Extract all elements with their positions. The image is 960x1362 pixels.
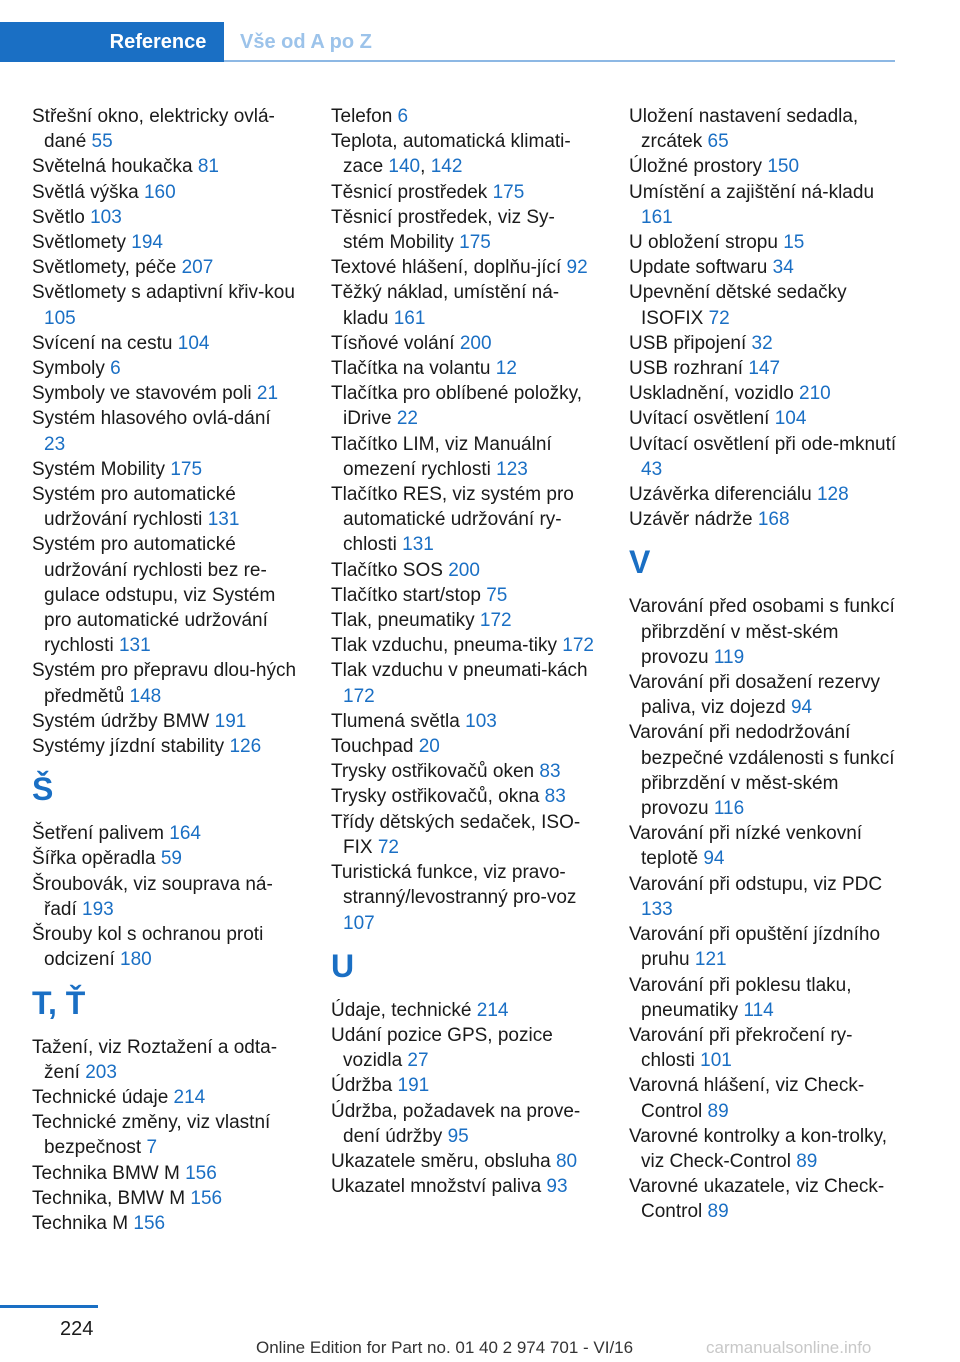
index-entry — [629, 1073, 897, 1123]
index-entry-term: Symboly ve stavovém poli — [32, 383, 257, 405]
page-reference-link[interactable]: 81 — [197, 156, 219, 178]
page-reference-link[interactable]: 150 — [767, 156, 800, 178]
index-entry — [629, 356, 897, 381]
index-entry — [32, 154, 297, 179]
index-entry-term: Světlá výška — [32, 181, 144, 203]
page-reference-link[interactable]: 23 — [44, 433, 66, 455]
page-reference-link[interactable]: 27 — [407, 1050, 429, 1072]
footer-accent-rule — [0, 1305, 98, 1308]
index-entry-term: U obložení stropu — [629, 232, 784, 254]
index-entry — [629, 720, 897, 821]
index-entry — [331, 583, 596, 608]
index-column-1 — [32, 104, 297, 1236]
index-entry-term: Telefon — [331, 106, 398, 127]
index-entry — [331, 633, 596, 658]
index-entry-term: Systémy jízdní stability — [32, 736, 230, 758]
index-entry-term: Šetření palivem — [32, 823, 170, 845]
page-reference-link[interactable]: 104 — [177, 332, 210, 354]
page-reference-link[interactable]: 200 — [448, 559, 480, 581]
page-reference-link[interactable]: 94 — [790, 697, 813, 719]
index-entry — [331, 482, 596, 558]
index-entry-term: Touchpad — [331, 736, 419, 758]
index-entry — [32, 356, 297, 381]
page-reference-link[interactable]: 156 — [185, 1162, 217, 1184]
page-reference-link[interactable]: 172 — [343, 685, 375, 707]
index-entry — [331, 180, 596, 205]
index-entry — [32, 1161, 297, 1186]
index-entry — [331, 280, 596, 330]
page-reference-link[interactable]: 89 — [796, 1150, 818, 1172]
index-entry-term: Údržba — [331, 1075, 398, 1097]
index-entry-term: Upevnění dětské sedačky ISOFIX — [629, 282, 847, 329]
page-reference-link[interactable]: 22 — [396, 408, 418, 430]
index-entry-term: Šířka opěradla — [32, 848, 161, 870]
index-entry-term: Tlak vzduchu v pneumati‐kách — [331, 660, 588, 682]
index-entry — [331, 1073, 596, 1098]
index-entry-term: Tlak vzduchu, pneuma‐tiky — [331, 635, 563, 657]
index-entry-term: Technika BMW M — [32, 1162, 186, 1184]
page-reference-link[interactable]: 34 — [772, 257, 794, 279]
index-entry — [32, 280, 297, 330]
page-reference-link[interactable]: 207 — [181, 257, 214, 279]
index-entry — [32, 381, 297, 406]
index-entry-term: Update softwaru — [629, 257, 773, 279]
index-entry — [331, 1023, 596, 1073]
index-entry-term: Systém hlasového ovlá‐dání — [32, 408, 271, 430]
header-divider — [224, 60, 895, 62]
index-entry-term: Technika, BMW M — [32, 1187, 191, 1209]
index-entry — [629, 1023, 897, 1073]
index-column-3 — [629, 104, 897, 1225]
index-entry-term: Symboly — [32, 358, 111, 380]
page-reference-link[interactable]: 83 — [539, 761, 561, 783]
index-entry-term: Systém údržby BMW — [32, 710, 215, 732]
index-entry — [331, 734, 596, 759]
index-entry-term: Údržba, požadavek na prove‐dení údržby — [331, 1100, 581, 1147]
index-entry-term: Trysky ostřikovačů, okna — [331, 786, 545, 808]
index-entry — [331, 608, 596, 633]
page-reference-link[interactable]: 21 — [256, 383, 279, 405]
index-entry — [331, 255, 596, 280]
index-entry-term: Svícení na cestu — [32, 332, 178, 354]
index-entry-term: Střešní okno, elektricky ovlá‐dané — [32, 106, 275, 153]
index-entry-term: Teplota, automatická klimati‐zace — [331, 131, 571, 178]
index-entry-term: Varování při opuštění jízdního pruhu — [629, 924, 881, 971]
index-entry — [629, 406, 897, 431]
page-reference-link[interactable]: 95 — [447, 1125, 469, 1147]
index-entry-term: Uvítací osvětlení při ode‐mknutí — [629, 433, 897, 455]
page-reference-link[interactable]: 131 — [402, 534, 434, 556]
index-entry-term: Tlačítko LIM, viz Manuální omezení rychlosti — [331, 433, 552, 480]
index-entry — [629, 381, 897, 406]
index-entry — [629, 872, 897, 922]
index-entry — [629, 507, 897, 532]
index-entry — [331, 759, 596, 784]
index-entry-term: Systém pro automatické udržování rychlosti bez re‐gulace odstupu, viz Systém pro automatické udržování rychlosti — [32, 534, 276, 657]
page-reference-link[interactable]: 32 — [751, 332, 773, 354]
index-entry — [32, 922, 297, 972]
index-entry-term: Varování při překročení ry‐chlosti — [629, 1024, 853, 1072]
edition-note: Online Edition for Part no. 01 40 2 974 701 - VI/16 — [256, 1338, 634, 1357]
page-reference-link[interactable]: 172 — [479, 610, 512, 632]
index-entry — [629, 922, 897, 972]
page-reference-link[interactable]: 119 — [713, 646, 745, 668]
index-entry — [331, 104, 596, 129]
page-reference-link[interactable]: 105 — [44, 307, 76, 329]
index-entry-term: Uložení nastavení sedadla, zrcátek — [629, 106, 859, 153]
index-entry — [331, 784, 596, 809]
index-entry-term: Úložné prostory — [629, 156, 768, 178]
index-entry — [32, 1035, 297, 1085]
section-letter-heading: Š — [32, 771, 54, 808]
section-letter-heading: T, Ť — [32, 984, 86, 1021]
page-reference-link[interactable]: 80 — [555, 1150, 578, 1172]
page-reference-link[interactable]: 161 — [393, 307, 426, 329]
index-entry — [331, 1099, 596, 1149]
index-entry-term: Uskladnění, vozidlo — [629, 383, 800, 405]
index-entry — [629, 180, 897, 230]
index-entry-term: Textové hlášení, doplňu‐jící — [331, 257, 567, 279]
index-entry-term: Technické změny, viz vlastní bezpečnost — [32, 1112, 271, 1159]
page-reference-link[interactable]: 200 — [459, 332, 492, 354]
page-reference-link[interactable]: 148 — [129, 685, 162, 707]
index-entry-term: Ukazatel množství paliva — [331, 1176, 547, 1198]
header-tabbar — [0, 22, 895, 62]
page-reference-link[interactable]: 103 — [465, 710, 497, 732]
index-entry-term: Údaje, technické — [331, 999, 477, 1021]
index-entry-term: Světlo — [32, 206, 91, 228]
index-entry-term: Systém pro automatické udržování rychlosti — [32, 484, 236, 531]
index-entry — [32, 230, 297, 255]
index-entry — [331, 810, 596, 860]
page-reference-link[interactable]: 131 — [207, 509, 240, 531]
index-entry — [32, 872, 297, 922]
page-reference-link[interactable]: 175 — [492, 181, 525, 203]
index-entry — [32, 658, 297, 708]
index-entry-term: USB rozhraní — [629, 358, 749, 380]
page-reference-link[interactable]: 89 — [707, 1201, 729, 1223]
page-reference-link[interactable]: 214 — [476, 999, 509, 1021]
index-entry — [629, 482, 897, 507]
page-reference-link[interactable]: 175 — [459, 232, 491, 254]
page-reference-link[interactable]: 142 — [430, 156, 463, 178]
index-entry-term: Šroubovák, viz souprava ná‐řadí — [32, 873, 273, 920]
index-entry-term: Světlomety, péče — [32, 257, 182, 279]
index-entry — [331, 709, 596, 734]
page-reference-link[interactable]: 7 — [146, 1137, 158, 1159]
index-entry — [629, 821, 897, 871]
page-reference-link[interactable]: 65 — [707, 131, 729, 153]
index-entry — [331, 331, 596, 356]
page-reference-link[interactable]: 191 — [214, 710, 247, 732]
page-number: 224 — [60, 1318, 94, 1340]
page-reference-link[interactable]: 89 — [707, 1100, 729, 1122]
index-entry-term: Udání pozice GPS, pozice vozidla — [331, 1024, 553, 1072]
index-entry — [32, 846, 297, 871]
page-reference-link[interactable]: 156 — [190, 1187, 223, 1209]
index-entry-term: Umístění a zajištění ná‐kladu — [629, 181, 875, 203]
index-entry-term: Tlačítka na volantu — [331, 358, 496, 380]
page-reference-link[interactable]: 43 — [641, 458, 663, 480]
page-reference-link[interactable]: 214 — [173, 1086, 206, 1108]
index-entry — [32, 734, 297, 759]
index-entry — [32, 1110, 297, 1160]
page-reference-link[interactable]: 114 — [743, 999, 774, 1021]
index-entry-term: Systém Mobility — [32, 458, 171, 480]
index-entry — [629, 1124, 897, 1174]
index-entry-term: Tlak, pneumatiky — [331, 610, 480, 632]
index-entry — [629, 432, 897, 482]
page-reference-separator: , — [420, 156, 431, 178]
index-entry — [331, 381, 596, 431]
index-entry-term: Tlačítka pro oblíbené položky, iDrive — [331, 383, 583, 430]
page-reference-link[interactable]: 121 — [694, 949, 727, 971]
index-entry — [32, 532, 297, 658]
section-letter-heading: V — [629, 544, 651, 581]
index-entry-term: Ukazatele směru, obsluha — [331, 1150, 556, 1172]
page-reference-link[interactable]: 126 — [229, 736, 262, 758]
index-entry — [331, 860, 596, 936]
index-entry — [32, 104, 297, 154]
index-entry-term: Těžký náklad, umístění ná‐kladu — [331, 282, 560, 329]
index-entry-term: Těsnicí prostředek, viz Sy‐stém Mobility — [331, 206, 555, 254]
index-entry-term: Varovné ukazatele, viz Check-Control — [629, 1176, 885, 1223]
page-reference-link[interactable]: 160 — [143, 181, 176, 203]
index-entry — [32, 1085, 297, 1110]
page-reference-link[interactable]: 12 — [495, 358, 517, 380]
page-reference-link[interactable]: 72 — [708, 307, 730, 329]
index-entry — [331, 998, 596, 1023]
page-reference-link[interactable]: 94 — [703, 848, 725, 870]
index-entry — [331, 129, 596, 179]
index-entry-term: Uzávěr nádrže — [629, 509, 758, 531]
index-entry-term: Světlomety s adaptivní křiv‐kou — [32, 282, 295, 304]
index-entry — [629, 255, 897, 280]
index-entry — [331, 1149, 596, 1174]
page-reference-link[interactable]: 191 — [397, 1075, 430, 1097]
index-entry — [629, 104, 897, 154]
page-reference-link[interactable]: 55 — [91, 131, 113, 153]
page-reference-link[interactable]: 116 — [713, 798, 745, 820]
page-reference-link[interactable]: 193 — [82, 898, 114, 920]
page-reference-link[interactable]: 107 — [343, 912, 375, 934]
index-entry-term: Světlomety — [32, 232, 132, 254]
index-entry-term: Světelná houkačka — [32, 156, 198, 178]
page-reference-link[interactable]: 131 — [118, 635, 151, 657]
index-entry-term: Varování při nízké venkovní teplotě — [629, 823, 863, 870]
watermark-text: carmanualsonline.info — [706, 1338, 872, 1357]
index-entry — [32, 709, 297, 734]
index-entry — [331, 356, 596, 381]
index-entry — [629, 1174, 897, 1224]
index-entry-term: Varování při poklesu tlaku, pneumatiky — [629, 974, 852, 1021]
index-entry-term: Tlačítko RES, viz systém pro automatické udržování ry‐chlosti — [331, 484, 574, 556]
page-reference-link[interactable]: 203 — [85, 1061, 117, 1083]
index-entry-term: Trysky ostřikovačů oken — [331, 761, 540, 783]
page-reference-link[interactable]: 6 — [397, 106, 409, 127]
page-reference-link[interactable]: 101 — [700, 1050, 732, 1072]
index-entry — [32, 482, 297, 532]
index-entry — [629, 594, 897, 670]
index-entry — [32, 331, 297, 356]
index-entry-term: Turistická funkce, viz pravo‐stranný/levostranný pro‐voz — [331, 862, 577, 909]
index-entry — [331, 1174, 596, 1199]
page-reference-link[interactable]: 210 — [799, 383, 831, 405]
index-entry-term: Tlumená světla — [331, 710, 466, 732]
page-reference-link[interactable]: 147 — [748, 358, 781, 380]
page-reference-link[interactable]: 161 — [641, 206, 673, 228]
index-entry — [32, 1186, 297, 1211]
index-entry-term: Varovné kontrolky a kon‐trolky, viz Check-Control — [629, 1125, 888, 1172]
index-entry — [331, 658, 596, 708]
page-reference-link[interactable]: 104 — [774, 408, 807, 430]
index-entry — [629, 973, 897, 1023]
page-reference-link[interactable]: 72 — [377, 836, 399, 858]
index-entry — [32, 406, 297, 456]
page-reference-link[interactable]: 168 — [757, 509, 790, 531]
index-entry — [629, 670, 897, 720]
page-reference-link[interactable]: 133 — [641, 898, 673, 920]
page-reference-link[interactable]: 172 — [562, 635, 594, 657]
tab-reference[interactable]: Reference — [92, 22, 224, 62]
index-entry-term: Tlačítko SOS — [331, 559, 449, 581]
index-entry — [331, 432, 596, 482]
page-reference-link[interactable]: 164 — [169, 823, 201, 845]
header-accent-block — [0, 22, 92, 62]
index-entry — [32, 821, 297, 846]
index-entry-term: Technické údaje — [32, 1086, 174, 1108]
section-letter-heading: U — [331, 947, 355, 984]
index-entry-term: USB připojení — [629, 332, 752, 354]
index-entry-term: Uvítací osvětlení — [629, 408, 775, 430]
page-reference-link[interactable]: 123 — [496, 458, 528, 480]
page-reference-link[interactable]: 103 — [90, 206, 122, 228]
index-entry-term: Těsnicí prostředek — [331, 181, 493, 203]
page-reference-link[interactable]: 92 — [566, 257, 588, 279]
index-entry — [629, 280, 897, 330]
page-reference-link[interactable]: 83 — [544, 786, 566, 808]
index-entry-term: Tísňové volání — [331, 332, 460, 354]
page-reference-link[interactable]: 140 — [388, 156, 421, 178]
index-entry-term: Uzávěrka diferenciálu — [629, 484, 817, 506]
page-reference-link[interactable]: 128 — [816, 484, 849, 506]
index-entry-term: Technika M — [32, 1212, 134, 1234]
index-entry-term: Tlačítko start/stop — [331, 584, 487, 606]
index-entry — [629, 331, 897, 356]
index-entry — [629, 154, 897, 179]
page-reference-link[interactable]: 156 — [133, 1212, 166, 1234]
page-reference-link[interactable]: 75 — [486, 584, 508, 606]
index-entry — [32, 255, 297, 280]
page-reference-link[interactable]: 180 — [120, 949, 152, 971]
index-entry-term: Varování před osobami s funkcí přibrzdění v měst‐ském provozu — [629, 596, 895, 668]
page-reference-link[interactable]: 59 — [160, 848, 182, 870]
page-reference-link[interactable]: 194 — [131, 232, 163, 254]
index-entry-term: Varování při nedodržování bezpečné vzdálenosti s funkcí přibrzdění v měst‐ském provozu — [629, 722, 895, 820]
index-column-2 — [331, 104, 596, 1199]
index-entry-term: Varování při odstupu, viz PDC — [629, 873, 883, 895]
index-entry — [32, 1211, 297, 1236]
tab-a-to-z[interactable]: Vše od A po Z — [240, 31, 372, 53]
index-entry-term: Varování při dosažení rezervy paliva, viz dojezd — [629, 672, 880, 719]
index-entry-term: Třídy dětských sedaček, ISO‐FIX — [331, 811, 581, 858]
index-entry-term: Varovná hlášení, viz Check-Control — [629, 1075, 865, 1122]
index-entry — [331, 558, 596, 583]
index-entry — [32, 205, 297, 230]
page-reference-link[interactable]: 6 — [110, 358, 121, 380]
index-entry — [629, 230, 897, 255]
page-reference-link[interactable]: 20 — [418, 736, 440, 758]
page-reference-link[interactable]: 15 — [783, 232, 805, 254]
index-entry-term: Tažení, viz Roztažení a odta‐žení — [32, 1036, 278, 1083]
index-entry — [32, 180, 297, 205]
page-reference-link[interactable]: 175 — [170, 458, 203, 480]
index-entry-term: Systém pro přepravu dlou‐hých předmětů — [32, 660, 297, 707]
page-reference-link[interactable]: 93 — [546, 1176, 568, 1198]
index-entry-term: Šrouby kol s ochranou proti odcizení — [32, 924, 264, 971]
index-entry — [331, 205, 596, 255]
index-entry — [32, 457, 297, 482]
